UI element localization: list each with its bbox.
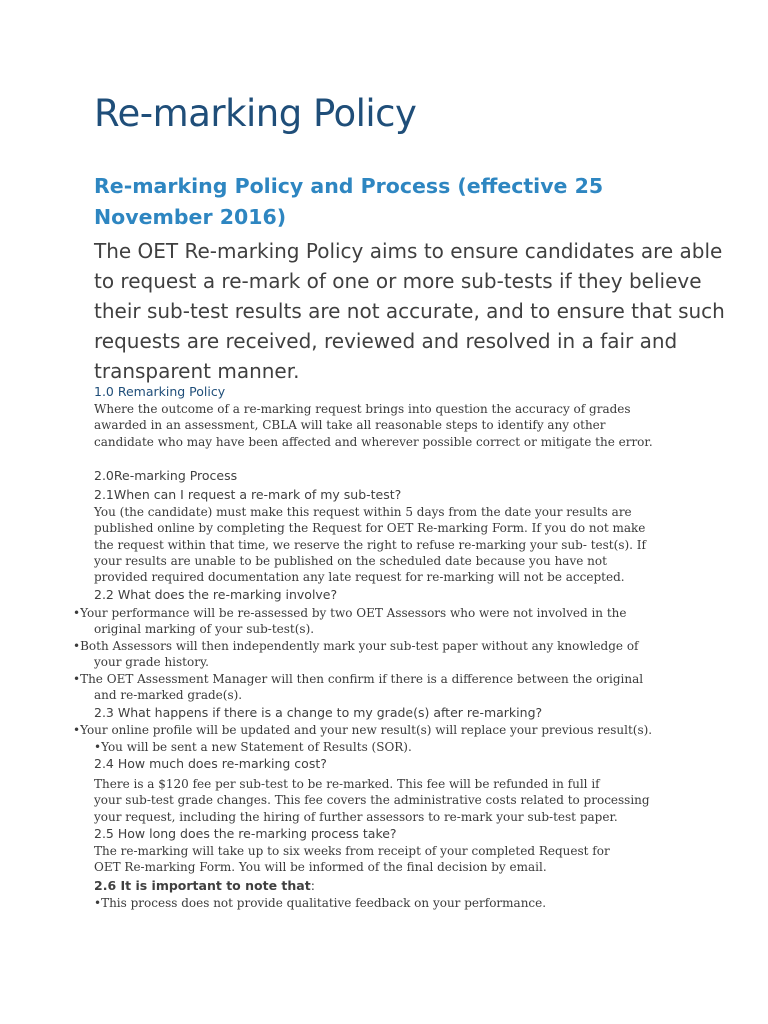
heading-2-6 [94, 878, 315, 893]
heading-2-1: 2.1When can I request a re-mark of my sub-test? [94, 487, 402, 502]
heading-2-4: 2.4 How much does re-marking cost? [94, 756, 327, 771]
text-line: •Both Assessors will then independently mark your sub-test paper without any knowledge of [73, 639, 639, 653]
text-line: provided required documentation any late request for re-marking will not be accepted. [94, 570, 625, 585]
text-line: your sub-test grade changes. This fee covers the administrative costs related to processing [94, 793, 650, 808]
text-line: and re-marked grade(s). [94, 688, 243, 703]
intro-paragraph: The OET Re-marking Policy aims to ensure candidates are able to request a re-mark of one or more sub-tests if they believe their sub-test results are not accurate, and to ensure that such requests are received, reviewed and resolved in a fair and transparent manner. [94, 239, 725, 383]
text-line: published online by completing the Request for OET Re-marking Form. If you do not make [94, 521, 646, 536]
text-line: original marking of your sub-test(s). [94, 622, 315, 637]
paragraph-1-0 [94, 401, 653, 450]
bullet-item [73, 722, 652, 738]
bullet-item [94, 895, 546, 911]
text-line: •Your performance will be re-assessed by two OET Assessors who were not involved in the [73, 606, 627, 620]
bullet-item [73, 638, 639, 671]
text-line: the request within that time, we reserve the right to refuse re-marking your sub- test(s). If [94, 537, 646, 552]
text-line: awarded in an assessment, CBLA will take all reasonable steps to identify any other [94, 418, 606, 433]
paragraph-2-4 [94, 776, 650, 825]
text-line: your grade history. [94, 655, 209, 670]
text-line: •This process does not provide qualitative feedback on your performance. [94, 896, 547, 910]
heading-2-6-label: 2.6 It is important to note that [94, 878, 311, 893]
heading-2-2: 2.2 What does the re-marking involve? [94, 587, 338, 602]
text-line: your request, including the hiring of further assessors to re-mark your sub-test paper. [94, 809, 618, 824]
text-line: You (the candidate) must make this request within 5 days from the date your results are [94, 505, 632, 519]
bullet-item [94, 739, 412, 755]
heading-2-0: 2.0Re-marking Process [94, 468, 238, 483]
text-line: OET Re-marking Form. You will be informed of the final decision by email. [94, 860, 547, 875]
text-line: your results are unable to be published on the scheduled date because you have not [94, 553, 607, 568]
text-line: There is a $120 fee per sub-test to be re-marked. This fee will be refunded in full if [94, 777, 600, 791]
text-line: •You will be sent a new Statement of Results (SOR). [94, 740, 412, 754]
paragraph-2-1 [94, 504, 646, 585]
paragraph-2-5 [94, 843, 610, 876]
text-line: •Your online profile will be updated and your new result(s) will replace your previous result(s). [73, 723, 653, 737]
section-subtitle: Re-marking Policy and Process (effective 25 November 2016) [94, 174, 604, 229]
heading-1-0: 1.0 Remarking Policy [94, 384, 226, 399]
bullet-item [73, 605, 627, 638]
text-line: The re-marking will take up to six weeks from receipt of your completed Request for [94, 844, 610, 858]
heading-2-6-colon: : [310, 878, 315, 893]
text-line: candidate who may have been affected and wherever possible correct or mitigate the error. [94, 434, 653, 449]
heading-2-3: 2.3 What happens if there is a change to my grade(s) after re-marking? [94, 705, 543, 720]
heading-2-5: 2.5 How long does the re-marking process take? [94, 826, 397, 841]
text-line: Where the outcome of a re-marking request brings into question the accuracy of grades [94, 402, 631, 416]
text-line: •The OET Assessment Manager will then confirm if there is a difference between the original [73, 672, 644, 686]
page-title: Re-marking Policy [94, 92, 417, 135]
bullet-item [73, 671, 643, 704]
